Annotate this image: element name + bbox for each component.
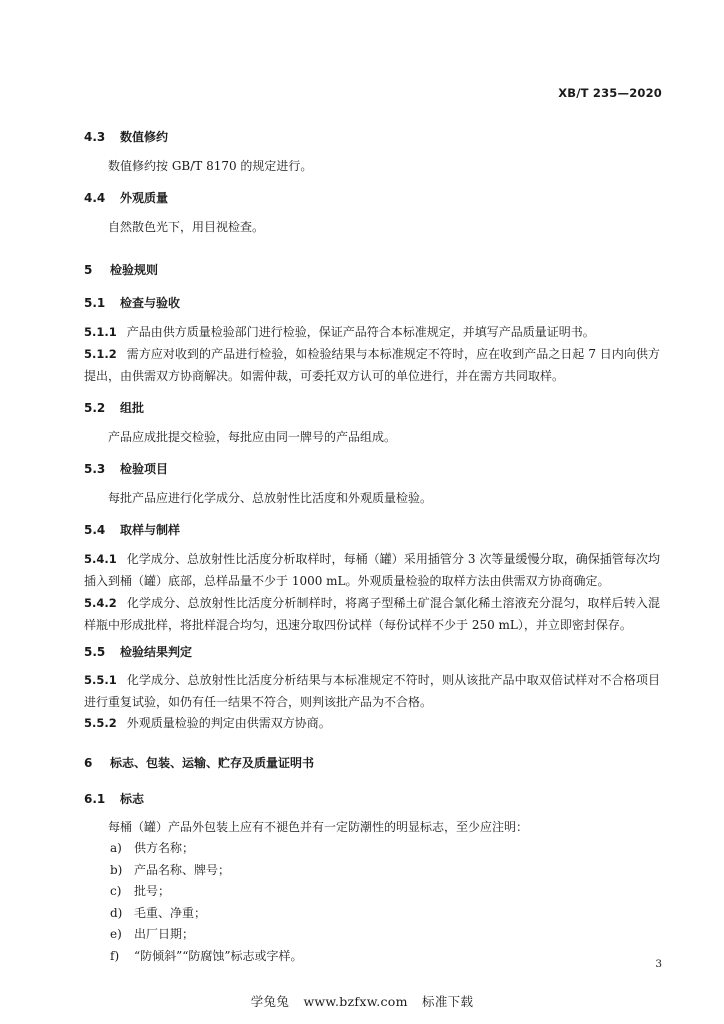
section-number: 5.1 [84,296,106,310]
list-item [110,860,303,882]
paragraph-4-3: 数值修约按 GB/T 8170 的规定进行。 [108,159,313,173]
page-number: 3 [655,958,662,970]
section-number: 5.3 [84,462,106,476]
clause-text: 产品由供方质量检验部门进行检验，保证产品符合本标准规定，并填写产品质量证明书。 [126,325,595,339]
list-text: 批号； [134,884,171,898]
chapter-title: 检验规则 [110,263,159,277]
list-letter: e) [110,927,122,941]
clause-text: 外观质量检验的判定由供需双方协商。 [126,716,331,730]
clause-5-1-1 [84,322,660,344]
section-title: 组批 [120,401,145,415]
footer-tagline: 标准下载 [422,994,474,1009]
standard-code: XB/T 235—2020 [558,86,662,100]
clause-number: 5.5.2 [84,716,117,730]
list-item [110,838,303,860]
list-letter: b) [110,862,123,877]
section-number: 5.5 [84,645,106,659]
list-text: 出厂日期； [134,927,195,941]
section-title: 外观质量 [120,191,169,205]
chapter-heading-5 [84,261,158,278]
section-heading-4-3 [84,128,168,145]
section-heading-5-1 [84,294,180,311]
list-text: 供方名称； [134,841,195,855]
section-heading-4-4 [84,189,168,206]
section-number: 4.4 [84,191,106,205]
section-number: 4.3 [84,130,106,144]
footer-site-name: 学兔兔 [250,994,290,1009]
list-letter: a) [110,841,122,855]
paragraph-6-1: 每桶（罐）产品外包装上应有不褪色并有一定防潮性的明显标志，至少应注明： [108,820,529,834]
list-item [110,924,303,946]
list-text: 产品名称、牌号； [134,862,231,877]
section-title: 检查与验收 [120,296,181,310]
list-letter: c) [110,884,122,898]
list-text: “防倾斜”“防腐蚀”标志或字样。 [134,948,303,963]
section-heading-5-3 [84,460,168,477]
list-item [110,881,303,903]
clause-text: 需方应对收到的产品进行检验，如检验结果与本标准规定不符时，应在收到产品之日起 7 日内向供方提出，由供需双方协商解决。如需仲裁，可委托双方认可的单位进行，并在需方共同取样。 [84,347,660,383]
section-number: 5.2 [84,401,106,415]
chapter-heading-6 [84,754,314,771]
clause-text: 化学成分、总放射性比活度分析取样时，每桶（罐）采用插管分 3 次等量缓慢分取，确保插管每次均插入到桶（罐）底部，总样品量不少于 1000 mL。外观质量检验的取样方法由供需双方协商确定。 [84,552,660,588]
paragraph-4-4: 自然散色光下，用目视检查。 [108,220,265,234]
clause-5-4-2 [84,593,660,636]
section-heading-5-2 [84,399,144,416]
list-item [110,903,303,925]
clause-number: 5.4.1 [84,552,117,566]
clause-text: 化学成分、总放射性比活度分析结果与本标准规定不符时，则从该批产品中取双倍试样对不合格项目进行重复试验，如仍有任一结果不符合，则判该批产品为不合格。 [84,673,660,709]
section-title: 检验结果判定 [120,645,193,659]
clause-5-5-1 [84,670,660,713]
section-heading-5-4 [84,521,180,538]
list-item [110,946,303,968]
section-title: 数值修约 [120,130,169,144]
chapter-number: 5 [84,263,93,277]
clause-5-5-2 [84,713,660,735]
list-letter: d) [110,905,123,920]
list-text: 毛重、净重； [134,905,207,920]
section-heading-6-1 [84,790,144,807]
section-heading-5-5 [84,643,192,660]
section-number: 5.4 [84,523,106,537]
footer-watermark [0,992,724,1010]
paragraph-5-3: 每批产品应进行化学成分、总放射性比活度和外观质量检验。 [108,491,433,505]
section-title: 检验项目 [120,462,169,476]
clause-5-1-2 [84,344,660,387]
chapter-number: 6 [84,756,93,770]
clause-number: 5.1.2 [84,347,117,361]
section-title: 标志 [120,792,145,806]
clause-text: 化学成分、总放射性比活度分析制样时，将离子型稀土矿混合氯化稀土溶液充分混匀，取样后转入混样瓶中形成批样，将批样混合均匀，迅速分取四份试样（每份试样不少于 250 mL），并立即密封保存。 [84,596,660,632]
clause-number: 5.4.2 [84,596,117,610]
footer-url[interactable]: www.bzfxw.com [303,994,408,1009]
clause-number: 5.5.1 [84,673,117,687]
section-number: 6.1 [84,792,106,806]
clause-5-4-1 [84,549,660,592]
paragraph-5-2: 产品应成批提交检验，每批应由同一牌号的产品组成。 [108,430,397,444]
chapter-title: 标志、包装、运输、贮存及质量证明书 [110,756,315,770]
section-title: 取样与制样 [120,523,181,537]
marking-list [110,838,303,967]
list-letter: f) [110,948,120,963]
clause-number: 5.1.1 [84,325,117,339]
